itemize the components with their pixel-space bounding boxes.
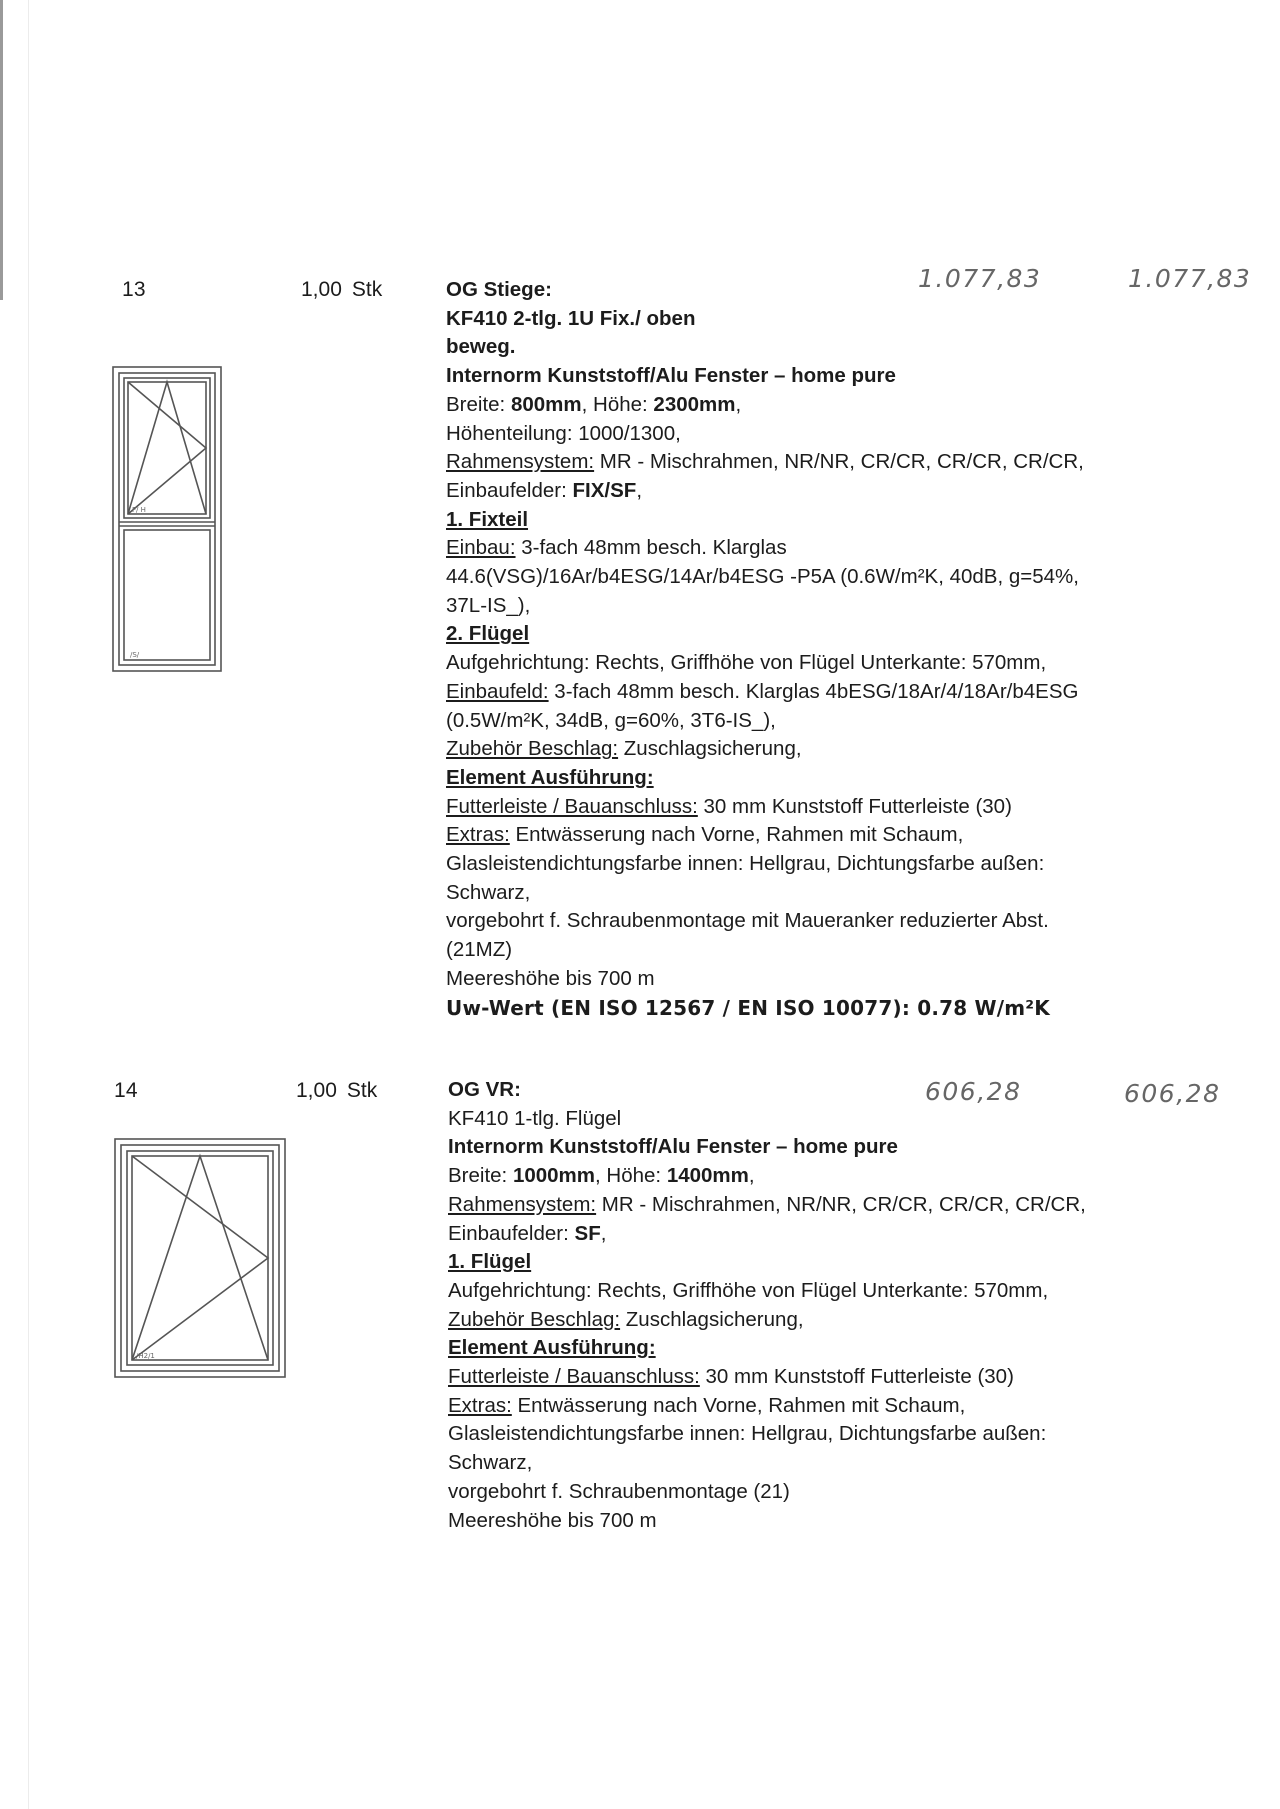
window-drawing-single-sash xyxy=(112,1136,288,1380)
width-label: Breite: xyxy=(446,392,511,416)
upper-sash xyxy=(124,378,210,518)
frame-system-value: MR - Mischrahmen, NR/NR, CR/CR, CR/CR, CR/CR, xyxy=(596,1192,1086,1216)
width-value: 800mm xyxy=(510,392,582,416)
extras-cont-2: Schwarz, xyxy=(446,880,531,904)
section-fixed-part: 1. Fixteil xyxy=(446,507,529,531)
opening-tilt-lines xyxy=(132,1156,268,1360)
quantity-unit: Stk xyxy=(351,278,383,301)
item-description xyxy=(446,276,1084,1022)
window-drawing-two-part xyxy=(110,364,224,674)
item-title: OG VR: xyxy=(448,1078,521,1101)
height-division: Höhenteilung: 1000/1300, xyxy=(446,421,681,445)
dimensions: Breite: 1000mm, Höhe: 1400mm, xyxy=(448,1164,755,1188)
unit-price-handwritten: 1.077,83 xyxy=(918,264,1042,293)
height-value: 1400mm xyxy=(666,1164,749,1188)
width-label: Breite: xyxy=(448,1164,513,1188)
altitude: Meereshöhe bis 700 m xyxy=(448,1508,657,1532)
install-fields: Einbaufelder: SF, xyxy=(448,1221,607,1245)
width-value: 1000mm xyxy=(512,1164,596,1188)
extras: Extras: Entwässerung nach Vorne, Rahmen mit Schaum, xyxy=(448,1393,966,1417)
item-brand: Internorm Kunststoff/Alu Fenster – home pure xyxy=(448,1135,898,1159)
item-title: OG Stiege: xyxy=(446,278,552,301)
section-sash: 1. Flügel xyxy=(448,1250,532,1274)
quantity xyxy=(296,1079,377,1103)
frame-system-label: Rahmensystem: xyxy=(448,1192,597,1216)
item-type: KF410 2-tlg. 1U Fix./ oben xyxy=(446,306,696,330)
opening-tilt-lines xyxy=(128,382,206,514)
sash-hardware: Zubehör Beschlag: Zuschlagsicherung, xyxy=(446,737,802,761)
quantity-unit: Stk xyxy=(346,1079,378,1102)
height-value: 2300mm xyxy=(653,392,736,416)
install-fields: Einbaufelder: FIX/SF, xyxy=(446,478,643,502)
drawing-label-bottom: /H2/1 xyxy=(136,1352,155,1360)
item-type-cont: beweg. xyxy=(446,335,516,359)
altitude: Meereshöhe bis 700 m xyxy=(446,966,655,990)
section-element-execution: Element Ausführung: xyxy=(446,765,654,789)
frame-system-value: MR - Mischrahmen, NR/NR, CR/CR, CR/CR, CR/CR, xyxy=(594,450,1084,474)
sash-install-field: Einbaufeld: 3-fach 48mm besch. Klarglas 4bESG/18Ar/4/18Ar/b4ESG xyxy=(446,679,1079,703)
extras-cont-4: (21MZ) xyxy=(446,938,513,962)
fixed-glass-spec: 44.6(VSG)/16Ar/b4ESG/14Ar/b4ESG -P5A (0.6W/m²K, 40dB, g=54%, xyxy=(446,565,1079,589)
frame-system xyxy=(446,448,1084,477)
extras-cont-3: vorgebohrt f. Schraubenmontage mit Maueranker reduzierter Abst. xyxy=(446,909,1049,933)
outer-frame xyxy=(113,367,221,671)
extras-cont-1: Glasleistendichtungsfarbe innen: Hellgrau, Dichtungsfarbe außen: xyxy=(448,1422,1047,1446)
unit-price-handwritten: 606,28 xyxy=(925,1077,1022,1106)
total-price-handwritten: 1.077,83 xyxy=(1128,264,1252,293)
extras-cont-2: Schwarz, xyxy=(448,1451,533,1475)
fixed-install: Einbau: 3-fach 48mm besch. Klarglas xyxy=(446,536,787,560)
scan-left-edge xyxy=(0,0,3,300)
section-sash: 2. Flügel xyxy=(446,622,530,646)
lower-fixed-glass xyxy=(124,530,210,660)
height-label: , Höhe: xyxy=(595,1164,667,1188)
extras: Extras: Entwässerung nach Vorne, Rahmen mit Schaum, xyxy=(446,823,964,847)
item-type: KF410 1-tlg. Flügel xyxy=(448,1106,622,1130)
lining-strip: Futterleiste / Bauanschluss: 30 mm Kunststoff Futterleiste (30) xyxy=(446,794,1012,818)
section-element-execution: Element Ausführung: xyxy=(448,1336,656,1360)
frame-system-label: Rahmensystem: xyxy=(446,450,595,474)
sash-glass-spec: (0.5W/m²K, 34dB, g=60%, 3T6-IS_), xyxy=(446,708,776,732)
scan-fold-line xyxy=(28,0,29,1809)
item-description xyxy=(448,1076,1086,1535)
sash-opening-direction: Aufgehrichtung: Rechts, Griffhöhe von Flügel Unterkante: 570mm, xyxy=(448,1278,1049,1302)
opening-turn-lines xyxy=(128,382,206,514)
total-price-handwritten: 606,28 xyxy=(1124,1079,1221,1108)
drawing-label-top: F/ H xyxy=(132,506,146,514)
dimensions: Breite: 800mm, Höhe: 2300mm, xyxy=(446,392,742,416)
sash-hardware: Zubehör Beschlag: Zuschlagsicherung, xyxy=(448,1307,804,1331)
outer-frame xyxy=(115,1139,285,1377)
inner-frame xyxy=(121,1145,279,1371)
lining-strip: Futterleiste / Bauanschluss: 30 mm Kunststoff Futterleiste (30) xyxy=(448,1365,1014,1389)
upper-glass xyxy=(128,382,206,514)
sash-opening-direction: Aufgehrichtung: Rechts, Griffhöhe von Flügel Unterkante: 570mm, xyxy=(446,651,1047,675)
drawing-label-bottom: /S/ xyxy=(130,651,140,659)
item-brand: Internorm Kunststoff/Alu Fenster – home pure xyxy=(446,364,896,388)
extras-cont-3: vorgebohrt f. Schraubenmontage (21) xyxy=(448,1479,790,1503)
quantity-value: 1,00 xyxy=(301,278,342,301)
quantity xyxy=(301,278,382,302)
inner-frame xyxy=(119,373,215,665)
install-fields-value: SF xyxy=(574,1221,601,1245)
extras-cont-1: Glasleistendichtungsfarbe innen: Hellgrau, Dichtungsfarbe außen: xyxy=(446,852,1045,876)
quantity-value: 1,00 xyxy=(296,1079,337,1102)
sash xyxy=(127,1151,273,1365)
install-fields-value: FIX/SF xyxy=(572,478,637,502)
position-number: 13 xyxy=(122,278,146,301)
height-label: , Höhe: xyxy=(581,392,654,416)
uw-value: Uw-Wert (EN ISO 12567 / EN ISO 10077): 0.78 W/m²K xyxy=(446,995,1050,1020)
sash-glass xyxy=(132,1156,268,1360)
position-number: 14 xyxy=(114,1079,138,1102)
frame-system xyxy=(448,1191,1086,1220)
opening-turn-lines xyxy=(132,1156,268,1360)
fixed-glass-spec-cont: 37L-IS_), xyxy=(446,593,531,617)
